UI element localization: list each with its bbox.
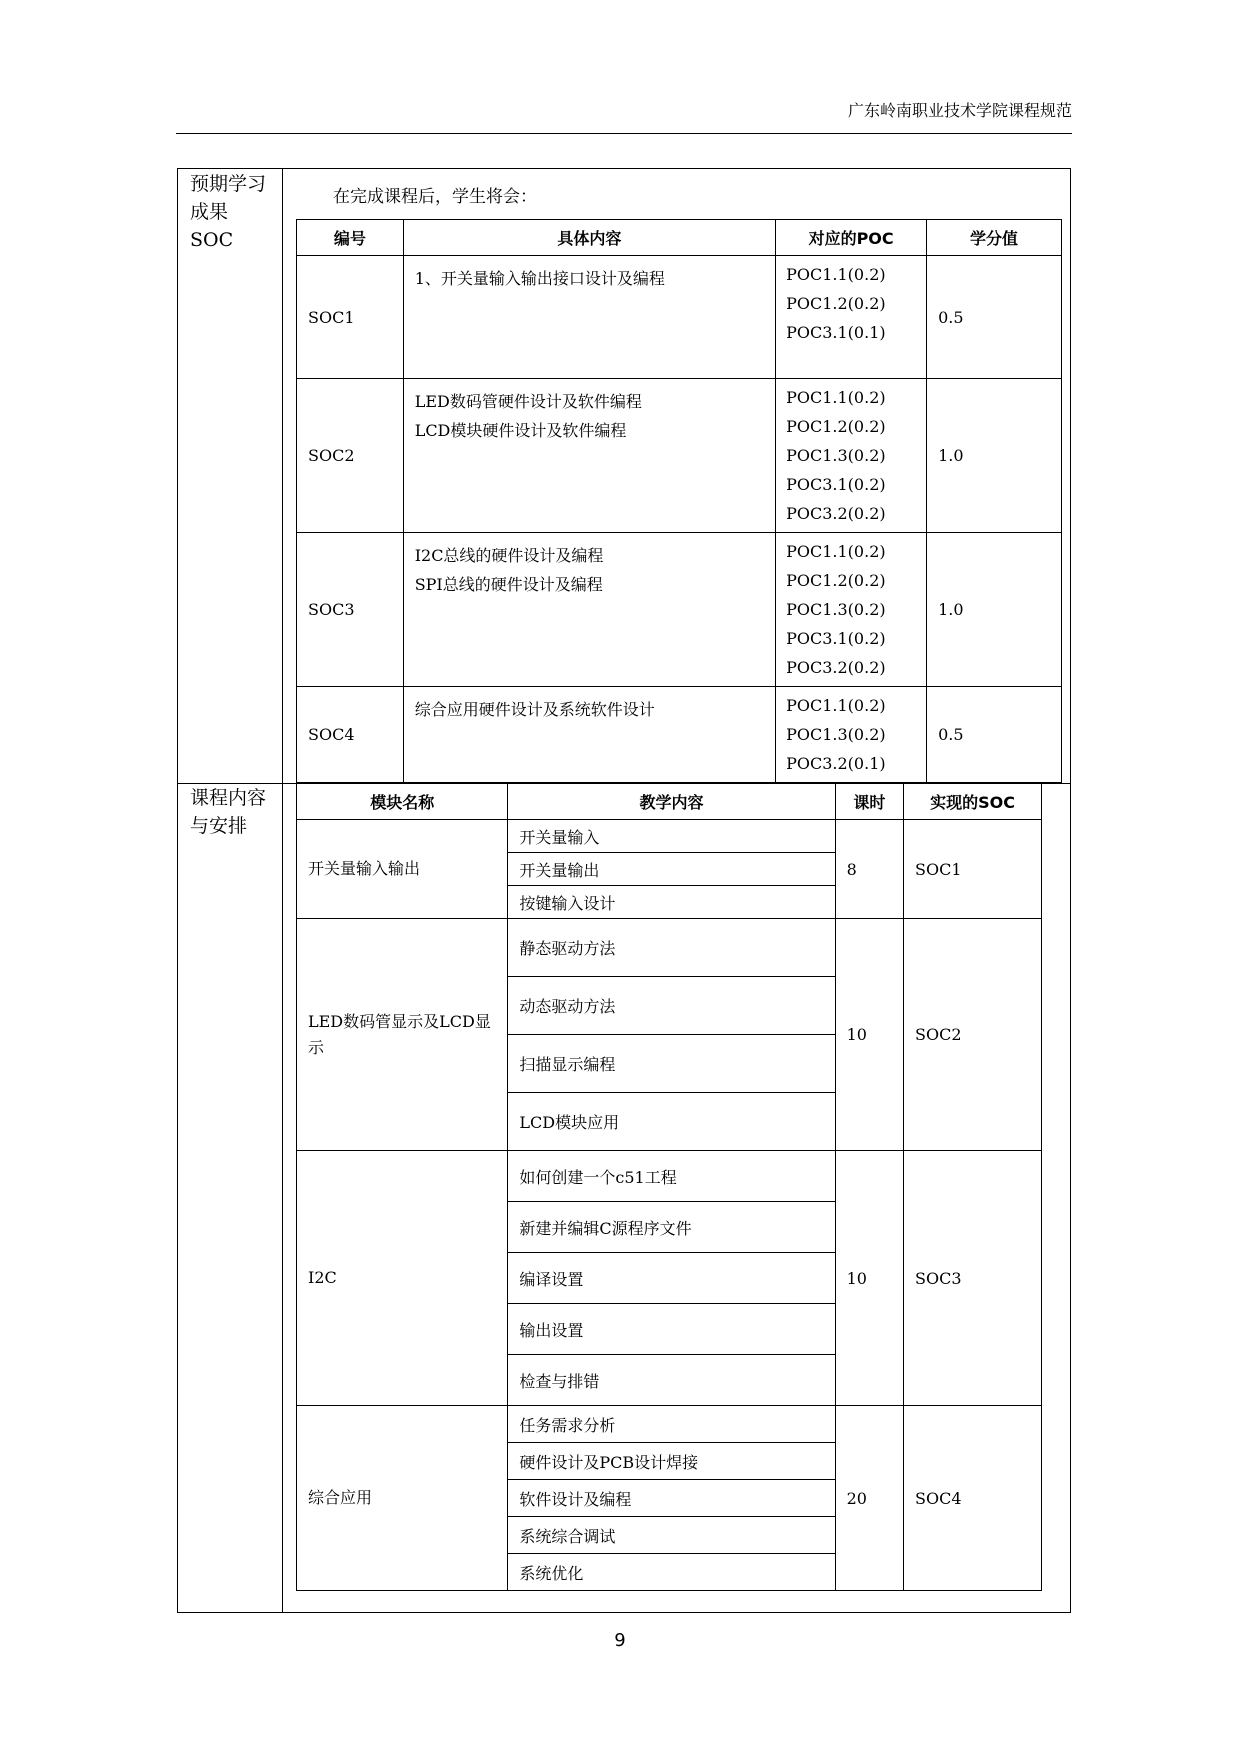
header-credit: 学分值 [927,220,1062,256]
module-soc: SOC4 [904,1406,1042,1591]
module-hours: 10 [835,919,903,1151]
poc-item: POC3.1(0.2) [786,475,886,494]
soc-content [403,687,775,783]
poc-item: POC1.2(0.2) [786,294,886,313]
soc-row [297,379,1062,533]
page-number: 9 [614,1630,626,1651]
teaching-item: 硬件设计及PCB设计焊接 [508,1443,835,1480]
soc-content [403,533,775,687]
page-header: 广东岭南职业技术学院课程规范 [847,101,1072,120]
soc-content [403,379,775,533]
soc-id: SOC3 [297,533,404,687]
module-name: 综合应用 [297,1406,508,1591]
module-hours: 8 [835,820,903,919]
teaching-item: 动态驱动方法 [508,977,835,1035]
teaching-item: 任务需求分析 [508,1406,835,1443]
content-row [297,820,1042,853]
soc-row [297,687,1062,783]
teaching-item: 扫描显示编程 [508,1035,835,1093]
soc-poc [776,533,927,687]
course-content-table [296,783,1042,1591]
soc-content-line: LCD模块硬件设计及软件编程 [414,421,627,440]
header-soc: 实现的SOC [904,784,1042,820]
header-teaching: 教学内容 [508,784,835,820]
poc-item: POC1.3(0.2) [786,600,886,619]
module-name: 开关量输入输出 [297,820,508,919]
module-hours: 20 [835,1406,903,1591]
header-content: 具体内容 [403,220,775,256]
teaching-item: LCD模块应用 [508,1093,835,1151]
soc-row [297,256,1062,379]
poc-item: POC1.2(0.2) [786,417,886,436]
poc-item: POC1.3(0.2) [786,725,886,744]
header-hours: 课时 [835,784,903,820]
content-section-label: 课程内容与安排 [190,787,267,837]
teaching-item: 检查与排错 [508,1355,835,1406]
soc-content [403,256,775,379]
teaching-item: 新建并编辑C源程序文件 [508,1202,835,1253]
module-soc: SOC3 [904,1151,1042,1406]
teaching-item: 静态驱动方法 [508,919,835,977]
soc-credit: 0.5 [927,256,1062,379]
soc-table-header [297,220,1062,256]
soc-id: SOC1 [297,256,404,379]
soc-section-label: 预期学习成果SOC [190,173,267,251]
poc-item: POC1.1(0.2) [786,542,886,561]
soc-row [297,533,1062,687]
soc-id: SOC2 [297,379,404,533]
poc-item: POC1.3(0.2) [786,446,886,465]
soc-table [296,219,1062,783]
poc-item: POC3.1(0.1) [786,323,886,342]
header-module: 模块名称 [297,784,508,820]
poc-item: POC1.1(0.2) [786,696,886,715]
content-row [297,919,1042,977]
poc-item: POC3.2(0.2) [786,504,886,523]
content-row [297,1151,1042,1202]
teaching-item: 按键输入设计 [508,886,835,919]
soc-content-line: I2C总线的硬件设计及编程 [414,546,604,565]
teaching-item: 编译设置 [508,1253,835,1304]
soc-content-line: 综合应用硬件设计及系统软件设计 [414,700,655,719]
soc-id: SOC4 [297,687,404,783]
teaching-item: 软件设计及编程 [508,1480,835,1517]
poc-item: POC1.1(0.2) [786,388,886,407]
soc-content-line: LED数码管硬件设计及软件编程 [414,392,642,411]
teaching-item: 开关量输入 [508,820,835,853]
poc-item: POC3.1(0.2) [786,629,886,648]
soc-credit: 0.5 [927,687,1062,783]
header-id: 编号 [297,220,404,256]
poc-item: POC1.1(0.2) [786,265,886,284]
teaching-item: 开关量输出 [508,853,835,886]
module-name: LED数码管显示及LCD显示 [297,919,508,1151]
soc-poc [776,379,927,533]
soc-credit: 1.0 [927,379,1062,533]
poc-item: POC1.2(0.2) [786,571,886,590]
header-rule [176,133,1072,134]
soc-credit: 1.0 [927,533,1062,687]
header-poc: 对应的POC [776,220,927,256]
module-hours: 10 [835,1151,903,1406]
soc-poc [776,256,927,379]
teaching-item: 如何创建一个c51工程 [508,1151,835,1202]
teaching-item: 输出设置 [508,1304,835,1355]
soc-intro: 在完成课程后，学生将会： [333,187,537,207]
soc-content-line: SPI总线的硬件设计及编程 [414,575,603,594]
soc-content-line: 1、开关量输入输出接口设计及编程 [414,269,665,288]
module-soc: SOC2 [904,919,1042,1151]
teaching-item: 系统综合调试 [508,1517,835,1554]
poc-item: POC3.2(0.2) [786,658,886,677]
content-row [297,1406,1042,1443]
module-soc: SOC1 [904,820,1042,919]
teaching-item: 系统优化 [508,1554,835,1591]
soc-poc [776,687,927,783]
poc-item: POC3.2(0.1) [786,754,886,773]
content-table-header [297,784,1042,820]
module-name: I2C [297,1151,508,1406]
label-column-divider [282,168,283,1613]
